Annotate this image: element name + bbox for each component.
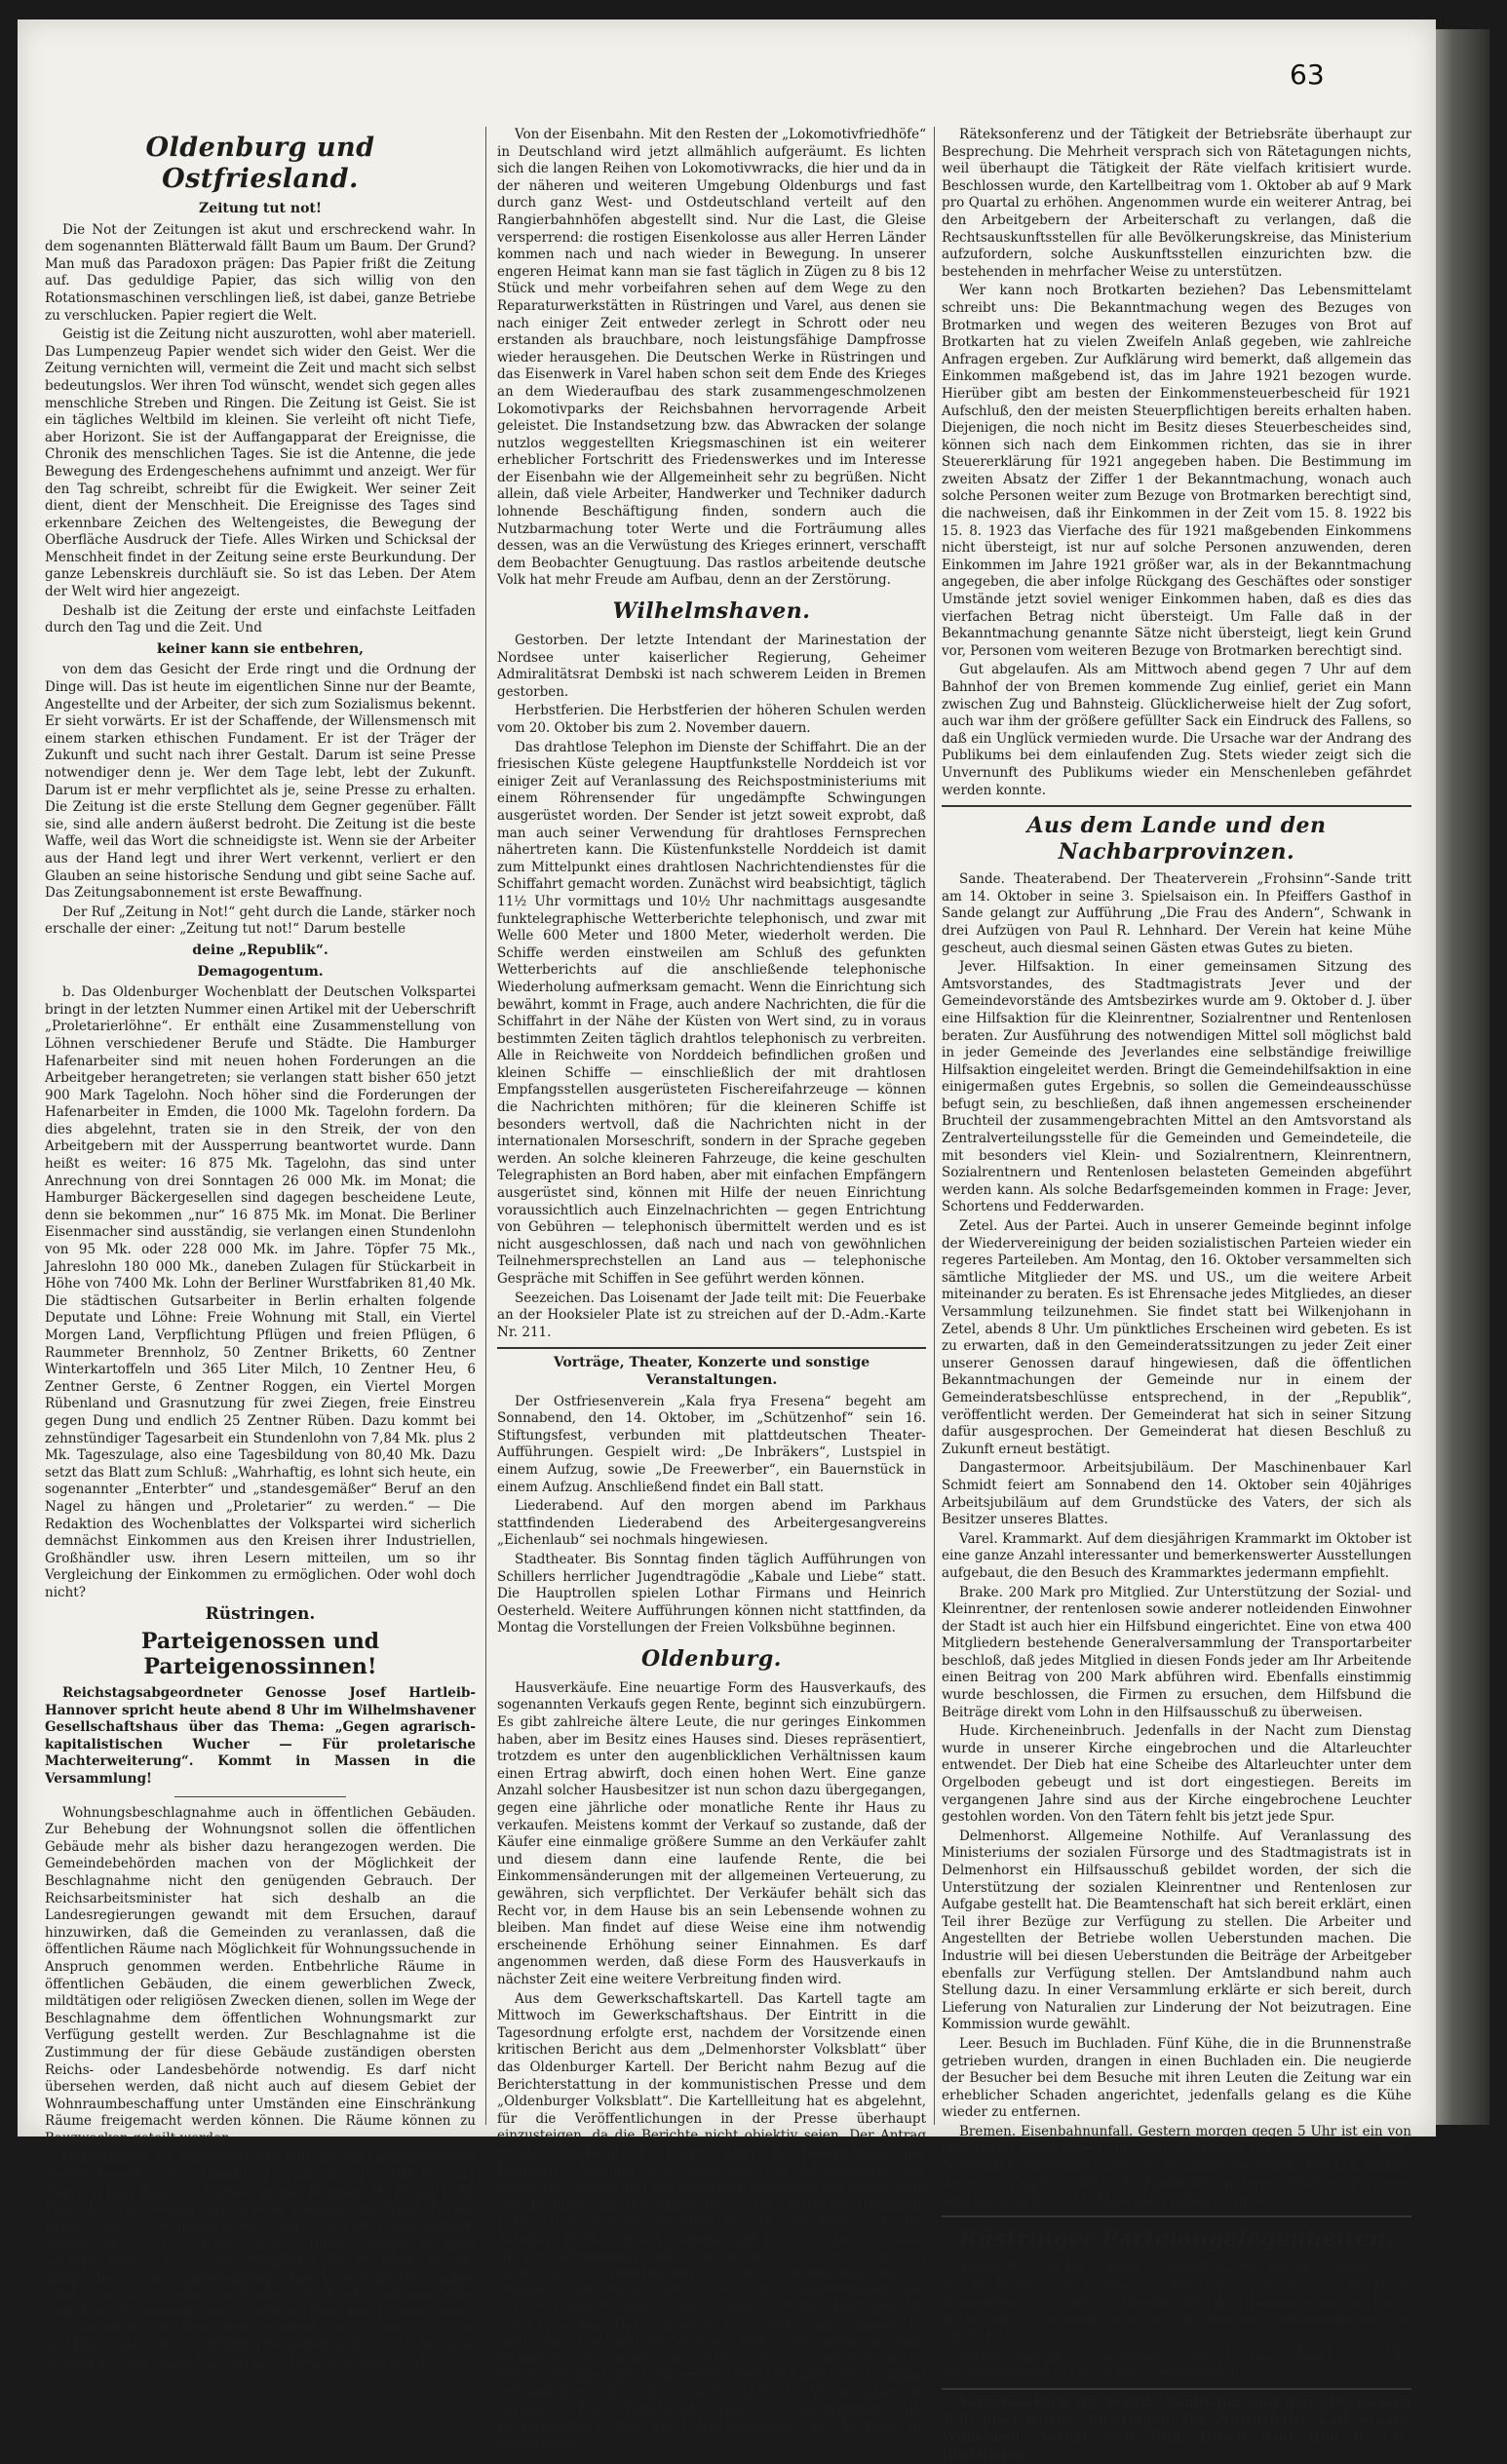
paragraph: Deshalb ist die Zeitung der erste und einfachste Leitfaden durch den Tag und die Zeit. Und [45, 602, 476, 636]
subheading: deine „Republik“. [192, 942, 328, 958]
section-title-events: Vorträge, Theater, Konzerte und sonstige Veranstaltungen. [553, 1355, 870, 1388]
book-binding [1436, 29, 1489, 2125]
paragraph: Gestorben. Der letzte Intendant der Marinestation der Nordsee unter kaiserlicher Regierung, Geheimer Admiralitätsrat Dembski ist nach schwerem Leiden in Bremen gestorben. [497, 633, 926, 700]
subheading: keiner kann sie entbehren, [156, 640, 364, 657]
paragraph: Brake. 200 Mark pro Mitglied. Zur Unterstützung der Sozial- und Kleinrentner, der rentenlosen sowie anderer notleidenden Einwohner der Stadt ist auch hier ein Hilfsbund eingerichtet. Eine von etwa 400 Mitgliedern bestehende Generalversammlung der Transportarbeiter beschloß, daß jedes Mitglied in diesen Fonds jeder am Ihr Arbeitende einen Beitrag von 200 Mark abführen wird. Ebenfalls einstimmig wurde beschlossen, die Firmen zu ersuchen, dem Hilfsbund die Beiträge direkt vom Lohn in den Hilfsausschuß zu überweisen. [942, 1584, 1411, 1720]
paragraph: Aus dem Gewerkschaftskartell. Das Kartell tagte am Mittwoch im Gewerkschaftshaus. Der Eintritt in die Tagesordnung erfolgte erst, nachdem der Vorsitzende einen kritischen Bericht aus dem „Delmenhorster Volksblatt“ über das Oldenburger Kartell. Der Bericht nahm Bezug auf die Berichterstattung in der kommunistischen Presse und dem „Oldenburger Volksblatt“. Die Kartellleitung hat es abgelehnt, für die Veröffentlichungen in der Presse überhaupt einzusteigen, da die Berichte nicht objektiv seien. Der Antrag wurde abgelehnt. Es folgte dann die Bekanntgabe der Eingänge, darunter das Schreiben des Ministeriums der sozialen Fürsorge und das Schreiben betreffend die Gewährung von Beihilfen an die Arbeitslosen. Die Vertreter Heilmann, Peters und Graeger sprachen für die Beteiligung an den Arbeiten, Müller sprach dagegen und forderte, daß der Staat für die Arbeitslosen mehr tun müsse. Es wurde ein Antrag Peters mit der Begründung, daß die Arbeiterkreise bei der jetzigen Teuerung die größte Not litten, angenommen. Die Vertreter sollten dahin wirken, daß die Unterstützungssätze erhöht würden. Der Antrag Peters wurde angenommen. Es folgte dann die Wahl der Vertreter zum Schlichtungsausschuß. Es wurde beschlossen, daß die Frage der Berichterstattung in der Presse über die Lohnbewegungen im Kartell noch einmal verhandelt werden soll. Man beschloß, die Versammlung zu vertagen. Der Vorsitzende hat es übernommen, die Richterstattung über die Lohnbewegungen der Betriebsräte abzuwarten. [497, 1990, 926, 2452]
paragraph: Die Not der Zeitungen ist akut und erschreckend wahr. In dem sogenannten Blätterwald fällt Baum um Baum. Der Grund? Man muß das Paradoxon prägen: Das Papier frißt die Zeitung auf. Das geduldige Papier, das sich willig von den Rotationsmaschinen verschlingen ließ, ist dabei, ganze Betriebe zu verschlucken. Papier regiert die Welt. [45, 221, 476, 324]
paragraph: von dem das Gesicht der Erde ringt und die Ordnung der Dinge will. Das ist heute im eigentlichen Sinne nur der Beamte, Angestellte und der Arbeiter, der sich zum Sozialismus bekennt. Er sieht vorwärts. Er ist der Schaffende, der Willensmensch mit einem starken ethischen Fundament. Er ist der Träger der Zukunft und sucht nach ihrer Gestalt. Darum ist seine Presse notwendiger denn je. Wer dem Tage lebt, lebt der Zukunft. Darum ist er mehr verpflichtet als je, seine Presse zu erhalten. Die Zeitung ist die erste Stellung dem Gegner gegenüber. Fällt sie, sind alle andern äußerst bedroht. Die Zeitung ist die beste Waffe, weil das Wort die schneidigste ist. Wenn sie der Arbeiter aus der Hand legt und ihrer Wert verkennt, verliert er den Glauben an seine historische Sendung und gibt seine Sache auf. Das Zeitungsabonnement ist erste Bewaffnung. [45, 662, 476, 902]
paragraph: Delmenhorst. Allgemeine Nothilfe. Auf Veranlassung des Ministeriums der sozialen Fürsorge und des Stadtmagistrats ist in Delmenhorst ein Hilfsausschuß gebildet worden, der sich die Unterstützung der sozialen Kleinrentner und Rentenlosen zur Aufgabe gestellt hat. Die Beamtenschaft hat sich bereit erklärt, einen Teil ihrer Bezüge zur Verfügung zu stellen. Die Arbeiter und Angestellten der Betriebe wollen Ueberstunden machen. Die Industrie will bei diesen Ueberstunden die Beiträge der Arbeitgeber ebenfalls zur Verfügung stellen. Der Amtslandbund nahm auch Stellung dazu. In einer Versammlung erklärte er sich bereit, durch Lieferung von Naturalien zur Linderung der Not beizutragen. Eine Kommission wurde gewählt. [942, 1828, 1411, 2033]
paragraph: Das drahtlose Telephon im Dienste der Schiffahrt. Die an der friesischen Küste gelegene Hauptfunkstelle Norddeich ist vor einiger Zeit auf Veranlassung des Reichspostministeriums mit einem Röhrensender für ungedämpfte Schwingungen ausgerüstet worden. Der Sender ist jetzt soweit exprobt, daß man auch seiner Verwendung für drahtloses Fernsprechen nähertreten kann. Die Küstenfunkstelle Norddeich ist damit zum Mittelpunkt eines drahtlosen Nachrichtendienstes für die Schiffahrt gemacht worden. Zunächst wird beabsichtigt, täglich 11½ Uhr vormittags und 10½ Uhr nachmittags ausgesandte funktelegraphische Wetterberichte telephonisch, und zwar mit Welle 600 Meter und 1800 Meter, wiederholt werden. Die Schiffe werden einstweilen am Schluß des gefunkten Wetterberichts auf die anschließende telephonische Wiederholung aufmerksam gemacht. Wenn die Einrichtung sich bewährt, kommt in Frage, auch andere Nachrichten, die für die Schiffahrt in der Nähe der Küsten von Wert sind, zu in voraus bestimmten Zeiten täglich drahtlos telephonisch zu verbreiten. Alle in Reichweite von Norddeich befindlichen großen und kleinen Schiffe — einschließlich der mit drahtlosen Empfangsstellen ausgerüsteten Fischereifahrzeuge — können die Nachrichten mithören; für die kleineren Schiffe ist besonders wertvoll, daß die Nachrichten nicht in der internationalen Morseschrift, sondern in der Sprache gegeben werden. An solche kleineren Fahrzeuge, die keine geschulten Telegraphisten an Bord haben, aber mit einfachen Empfängern ausgerüstet sind, können mit Hilfe der neuen Einrichtung voraussichtlich auch Einzelnachrichten — gegen Entrichtung von Gebühren — telephonisch übermittelt werden und es ist nicht ausgeschlossen, daß nach und nach von gewöhnlichen Teilnehmersprechstellen an Land aus — telephonische Gespräche mit Schiffen in See geführt werden können. [497, 739, 926, 1287]
divider [174, 1796, 347, 1797]
paragraph: Wohnungsbeschlagnahme auch in öffentlichen Gebäuden. Zur Behebung der Wohnungsnot sollen die öffentlichen Gebäude mehr als bisher dazu herangezogen werden. Die Gemeindebehörden machen von der Möglichkeit der Beschlagnahme nicht den genügenden Gebrauch. Der Reichsarbeitsminister hat sich deshalb an die Landesregierungen gewandt mit dem Ersuchen, darauf hinzuwirken, daß die Gemeinden zu veranlassen, daß die öffentlichen Räume nach Möglichkeit für Wohnungssuchende in Anspruch genommen werden. Entbehrliche Räume in öffentlichen Gebäuden, die einem gewerblichen Zweck, mildtätigen oder religiösen Zwecken dienen, sollen im Wege der Beschlagnahme dem öffentlichen Wohnungsmarkt zur Verfügung gestellt werden. Zur Beschlagnahme ist die Zustimmung der für diese Gebäude zuständigen obersten Reichs- oder Landesbehörde notwendig. Es darf nicht übersehen werden, daß nicht auch auf diesem Gebiet der Wohnraumbeschaffung unter Umständen eine Einschränkung Räume freigemacht werden können. Die Räume können zu Bauzwecken geteilt werden. [45, 1804, 476, 2146]
paragraph: Stadtheater. Bis Sonntag finden täglich Aufführungen von Schillers herrlicher Jugendtragödie „Kabale und Liebe“ statt. Die Hauptrollen spielen Lothar Firmans und Heinrich Oesterheld. Weitere Aufführungen können nicht stattfinden, da Montag die Vorstellungen der Freien Volksbühne beginnen. [497, 1551, 926, 1636]
paragraph: Varel. Krammarkt. Auf dem diesjährigen Krammarkt im Oktober ist eine ganze Anzahl interessanter und bemerkenswerter Ausstellungen aufgebaut, die den Besuch des Krammarktes jedermann empfiehlt. [942, 1530, 1411, 1581]
paragraph: Dangastermoor. Arbeitsjubiläum. Der Maschinenbauer Karl Schmidt feiert am Sonnabend den 14. Oktober sein 40jähriges Arbeitsjubiläum auf dem Grundstücke des Vaters, der sich als Besitzer unseres Blattes. [942, 1460, 1411, 1528]
column-2 [497, 127, 926, 2452]
paragraph: Liederabend. Auf den morgen abend im Parkhaus stattfindenden Liederabend des Arbeitergesangvereins „Eichenlaub“ sei nochmals hingewiesen. [497, 1498, 926, 1549]
column-1 [45, 127, 476, 2371]
paragraph: Jever. Hilfsaktion. In einer gemeinsamen Sitzung des Amtsvorstandes, des Stadtmagistrats Jever und der Gemeindevorstände des Amtsbezirkes wurde am 9. Oktober d. J. über eine Hilfsaktion für die Kleinrentner, Sozialrentner und Rentenlosen beraten. Zur Ausführung des notwendigen Mittel soll möglichst bald in jeder Gemeinde des Jeverlandes eine selbständige freiwillige Hilfsaktion eingeleitet werden. Bringt die Gemeindehilfsaktion in eine einigermaßen gutes Ergebnis, so sollen die Gemeindeausschüsse befugt sein, zu beschließen, daß ihnen angemessen erscheinender Bruchteil der zusammengebrachten Mittel an den Amtsvorstand als Zentralverteilungsstelle für die Gemeinden und Gemeindeteile, die mit besonders viel Klein- und Sozialrentnern, Kleinrentnern, Sozialrentnern und Rentenlosen belasteten Gemeinden abgeführt werden kann. Als solche Bedarfsgemeinden kommen in Frage: Jever, Schortens und Fedderwarden. [942, 959, 1411, 1215]
announcement: Reichstagsabgeordneter Genosse Josef Hartleib-Hannover spricht heute abend 8 Uhr im Wilhelmshavener Gesellschaftshaus über das Thema: „Gegen agrarisch-kapitalistischen Wucher — Für proletarische Machterweiterung“. Kommt in Massen in die Versammlung! [45, 1685, 476, 1788]
paragraph: Herbstferien. Die Herbstferien der höheren Schulen werden vom 20. Oktober bis zum 2. November dauern. [497, 703, 926, 736]
paragraph: Geistig ist die Zeitung nicht auszurotten, wohl aber materiell. Das Lumpenzeug Papier wendet sich wider den Geist. Wer die Zeitung vernichten will, vermeint die Zeit und macht sich selbst bedeutungslos. Wer ihren Tod wünscht, wendet sich gegen alles menschliche Streben und Ringen. Die Zeitung ist Geist. Sie ist ein tägliches Weltbild im kleinen. Sie verleiht oft nicht Tiefe, aber Horizont. Sie ist der Auffangapparat der Ereignisse, die Chronik des menschlichen Tages. Sie ist die Antenne, die jede Bewegung des Erdengeschehens aufnimmt und anzeigt. Wer für den Tag schreibt, schreibt für die Ewigkeit. Wer seiner Zeit dient, dient der Menschheit. Die Ereignisse des Tages sind erkennbare Zeichen des Weltengeistes, die Bewegung der Oberfläche Ausdruck der Tiefe. Alles Wirken und Schicksal der Menschheit findet in der Zeitung seine erste Beurkundung. Der ganze Lebenskreis durchläuft sie. So ist das Leben. Der Atem der Welt wird hier angezeigt. [45, 327, 476, 600]
section-title-ruestringen: Rüstringen. [205, 1603, 316, 1624]
paragraph: Hude. Kircheneinbruch. Jedenfalls in der Nacht zum Dienstag wurde in unserer Kirche eingebrochen und die Altarleuchter entwendet. Der Dieb hat eine Scheibe des Altarleuchter unter dem Orgelboden gebeugt und ist dort eingestiegen. Bereits im vergangenen Jahre sind aus der Kirche eingebrochene Leuchter gestohlen worden. Von den Tätern fehlt bis jetzt jede Spur. [942, 1723, 1411, 1826]
divider [942, 805, 1411, 807]
section-title-oldenburg-local: Oldenburg. [641, 1645, 782, 1672]
imprint: Verantwortlich für Politik, Feuilleton und den allgemeinen Teil: Josef Kliche, Rüstringen; für Provinzielles Karl Schatz, Wilhelmsh. Verlag Paul Hug, Druck Paul Hug u. Co., Rüstringen. [942, 2396, 1411, 2463]
paragraph: b. Das Oldenburger Wochenblatt der Deutschen Volkspartei bringt in der letzten Nummer einen Artikel mit der Ueberschrift „Proletarierlöhne“. Er enthält eine Zusammenstellung von Löhnen verschiedener Berufe und Städte. Die Hamburger Hafenarbeiter sind mit neuen hohen Forderungen an die Arbeitgeber herangetreten; sie verlangen statt bisher 650 jetzt 900 Mark Tagelohn. Noch höher sind die Forderungen der Hafenarbeiter in Emden, die 1000 Mk. Tagelohn fordern. Da dies abgelehnt, traten sie in den Streik, der von den Arbeitgebern mit der Aussperrung beantwortet wurde. Dann heißt es weiter: 16 875 Mk. Tagelohn, das sind unter Anrechnung von drei Sonntagen 26 000 Mk. im Monat; die Hamburger Bäckergesellen sind dagegen bescheidene Leute, denn sie bekommen „nur“ 16 875 Mk. im Monat. Die Berliner Eisenmacher sind ausständig, sie verlangen einen Stundenlohn von 95 Mk. oder 228 000 Mk. im Jahre. Töpfer 75 Mk., Jahreslohn 180 000 Mk., daneben Zulagen für Stückarbeit in Höhe von 7400 Mk. Lohn der Berliner Wurstfabriken 81,40 Mk. Die städtischen Gutsarbeiter in Berlin erhalten folgende Deputate und Löhne: Freie Wohnung mit Stall, ein Viertel Morgen Land, Verpflichtung Pflügen und freien Pflügen, 6 Raummeter Brennholz, 50 Zentner Briketts, 60 Zentner Winterkartoffeln und 365 Liter Milch, 10 Zentner Heu, 6 Zentner Gerste, 6 Zentner Roggen, ein Viertel Morgen Rübenland und Grasnutzung für zwei Ziegen, freie Einstreu gegen Dung und endlich 25 Zentner Rüben. Dazu kommt bei zehnstündiger Tagesarbeit ein Stundenlohn von 7,84 Mk. plus 2 Mk. Tageszulage, also eine Tagesbildung von 80,40 Mk. Dazu setzt das Blatt zum Schluß: „Wahrhaftig, es lohnt sich heute, ein sogenannter „Enterbter“ und „standesgemäßer“ Beruf an den Nagel zu hängen und „Proletarier“ zu werden.“ — Die Redaktion des Wochenblattes der Volkspartei wird sicherlich demnächst Einkommen aus den Kreisen ihrer Industriellen, Großhändler usw. ihren Lesern mitteilen, um so ihr Vergleichung der Einkommen zu ermöglichen. Oder wohl doch nicht? [45, 984, 476, 1600]
section-title-oldenburg: Oldenburg und Ostfriesland. [145, 133, 375, 194]
column-3 [942, 127, 1411, 2463]
paragraph: Gut abgelaufen. Als am Mittwoch abend gegen 7 Uhr auf dem Bahnhof der von Bremen kommende Zug einlief, geriet ein Mann zwischen Zug und Bahnsteig. Glücklicherweise hielt der Zug sofort, auch war ihm der größere gefüllter Sack ein Eindruck des Fallens, so daß ein Unglück vermieden wurde. Die Ursache war der Andrang des Publikums bei dem einlaufenden Zug. Stets wieder zeigt sich die Unvernunft des Publikums wieder ein Menschenleben gefährdet werden konnte. [942, 662, 1411, 798]
divider [497, 1347, 926, 1349]
paragraph: Gartenbauverein Rüstersiel. Die von diesem gemeinnützigen Verein beschlossene Sammlung ergab bis 10. Oktober: 21 Zentner Kartoffeln, 2 Zentner grüne Bohnen, 10 Pfund Kohl, Kohlrabi, rote Beeten und anderes Gemüse, 80 Pfund Zirnen, Grieß, Reis, Suppenbohnen und 1½-Pfund-Schwarzbrot, ausgestellt 1335 Mark Bar. Ihren Verpflichtungen nachgekommen sind 16 der Mitglieder, die Spenden sind bis dahin den Vereins zugekommen. Die Verteilung der Gaben erfolgt am 20. Oktober bei Knabenwirt Ruhl. Annahmestellen sind: Fritz Bielenberg und Joh. Mittag, Rüstersiel. Armenpflege. Die Verteilung an Bedürftige erfolgte nach Listen, die der Wohlfahrtsbehörde zur Prüfung vorgelegt wurden. 19 Familien können mit dem Lagerbestand noch berücksichtigt werden. [45, 2149, 476, 2371]
paragraph: Der Ruf „Zeitung in Not!“ geht durch die Lande, stärker noch erschalle der einer: „Zeitung tut not!“ Darum bestelle [45, 904, 476, 938]
divider [942, 2215, 1411, 2217]
paragraph: Zetel. Aus der Partei. Auch in unserer Gemeinde beginnt infolge der Wiedervereinigung der beiden sozialistischen Parteien wieder ein regeres Parteileben. Am Montag, den 16. Oktober versammelten sich sämtliche Mitglieder der MS. und US., um die weitere Arbeit miteinander zu beraten. Es ist Ehrensache jedes Mitgliedes, an dieser Versammlung teilzunehmen. Sie findet statt bei Wilkenjohann in Zetel, abends 8 Uhr. Um pünktliches Erscheinen wird gebeten. Es ist zu erwarten, daß in den Gemeinderatssitzungen zu jeder Zeit einer unserer Genossen darauf hingewiesen, daß die öffentlichen Bekanntmachungen der Gemeinde nur in einem der Gemeinderatsbeschlüsse entsprechend, in der „Republik“, veröffentlicht werden. Der Gemeinderat hat sich in seiner Sitzung dafür ausgesprochen. Der Gemeinderat hat diesen Beschluß zu Zukunft erneut bestätigt. [942, 1218, 1411, 1457]
paragraph: Leer. Besuch im Buchladen. Fünf Kühe, die in die Brunnenstraße getrieben wurden, drangen in einen Buchladen ein. Die neugierde der Besucher bei dem Besuche mit ihren Leuten die Zeitung war ein erheblicher Schaden angerichtet, jedenfalls gelang es die Kühe wieder zu entfernen. [942, 2035, 1411, 2121]
column-divider [485, 127, 486, 2125]
paragraph: Wer kann noch Brotkarten beziehen? Das Lebensmittelamt schreibt uns: Die Bekanntmachung wegen des Bezuges von Brotmarken und wegen des weiteren Bezuges von Brot auf Brotkarten hat zu vielen Zweifeln Anlaß gegeben, wie zahlreiche Anfragen ergeben. Zur Aufklärung wird bemerkt, daß allgemein das Einkommen maßgebend ist, das im Jahre 1921 bezogen wurde. Hierüber gibt am besten der Einkommensteuerbescheid für 1921 Aufschluß, den der meisten Steuerpflichtigen bereits erhalten haben. Diejenigen, die noch nicht im Besitz dieses Steuerbescheides sind, können sich nach dem Einkommen richten, das sie in ihrer Steuererklärung für 1921 angegeben haben. Die Bestimmung im zweiten Absatz der Ziffer 1 der Bekanntmachung, wonach auch solche Personen weiter zum Bezuge von Brotmarken berechtigt sind, die nachweisen, daß ihr Einkommen in der Zeit vom 15. 8. 1922 bis 15. 8. 1923 das Vierfache des für 1921 maßgebenden Einkommens nicht übersteigt, ist nur auf solche Personen anzuwenden, deren Einkommen im Jahre 1921 größer war, als in der Bekanntmachung angegeben, die aber infolge Rückgang des Geschäftes oder sonstiger Umstände jetzt soviel weniger Einkommen haben, daß es dies das vierfachen Betrag nicht übersteigt. Um Falle daß in der Bekanntmachung genannte Sätze nicht übersteigt, liegt kein Grund vor, Personen vom weiteren Bezuge von Brotmarken berechtigt sind. [942, 283, 1411, 659]
newspaper-page [18, 19, 1436, 2463]
section-title-party-affairs: Rüstringer Parteiangelegenheiten. [959, 2225, 1394, 2252]
section-title-provinces: Aus dem Lande und den Nachbarprovinzen. [1026, 813, 1327, 866]
paragraph: Hausverkäufe. Eine neuartige Form des Hausverkaufs, des sogenannten Verkaufs gegen Rente, beginnt sich einzubürgern. Es gibt zahlreiche ältere Leute, die nur geringes Einkommen haben, aber im Besitz eines Hauses sind. Dieses repräsentiert, trotzdem es unter den augenblicklichen Verhältnissen kaum einen Ertrag abwirft, doch einen hohen Wert. Eine ganze Anzahl solcher Hausbesitzer ist nun schon dazu übergegangen, gegen eine jährliche oder monatliche Rente ihr Haus zu verkaufen. Meistens kommt der Verkauf so zustande, daß der Käufer eine einmalige größere Summe an den Verkäufer zahlt und diesem dann eine laufende Rente, die bei Einkommensänderungen mit der allgemeinen Verteuerung, zu gewähren, sich verpflichtet. Der Verkäufer behält sich das Recht vor, in dem Hause bis an sein Lebensende wohnen zu bleiben. Man findet auf diese Weise eine ihm notwendig erscheinende Erhöhung seiner Einnahmen. Es darf angenommen werden, daß diese Form des Hausverkaufs in nächster Zeit eine weitere Verbreitung finden wird. [497, 1679, 926, 1987]
section-title-wilhelmshaven: Wilhelmshaven. [612, 598, 811, 625]
paragraph: Arbeiterjugend Rüstringen - Wilhelmshaven. Alle Jugendgenossen, welche Karten zum Verkauf erhalten haben, müssen vor der Feier, mindestens ½ Stunde vor Beginn, mit dem Kassierer an der Kasse abrechnen. — Montag abend 8 Uhr: Bezirksführerversammlung im Partei-Büro. [942, 2259, 1411, 2345]
paragraph: Sande. Theaterabend. Der Theaterverein „Frohsinn“-Sande tritt am 14. Oktober in seine 3. Spielsaison ein. In Pfeiffers Gasthof in Sande gelangt zur Aufführung „Die Frau des Andern“, Schwank in drei Aufzügen von Paul R. Lehnhard. Der Verein hat keine Mühe gescheut, auch diesmal seinen Gästen etwas Gutes zu bieten. [942, 871, 1411, 956]
page-number: 63 [1290, 58, 1325, 91]
subheading: Zeitung tut not! [198, 201, 323, 216]
paragraph: Arbeiterjugend Neuengroden. Am Freitag abend 7½ Uhr Zusammenkunft in der Schule Neuengroden. [942, 2347, 1411, 2381]
paragraph: Der Ostfriesenverein „Kala frya Fresena“ begeht am Sonnabend, den 14. Oktober, im „Schützenhof“ sein 16. Stiftungsfest, verbunden mit plattdeutschen Theater-Aufführungen. Gespielt wird: „De Inbräkers“, Lustspiel in einem Aufzug, sowie „De Freewerber“, ein Bauernstück in einem Aufzug. Anschließend findet ein Ball statt. [497, 1393, 926, 1495]
banner-headline: Parteigenossen und Parteigenossinnen! [140, 1629, 380, 1680]
column-divider [934, 127, 935, 2125]
paragraph: Seezeichen. Das Loisenamt der Jade teilt mit: Die Feuerbake an der Hooksieler Plate ist zu streichen auf der D.-Adm.-Karte Nr. 211. [497, 1290, 926, 1340]
paragraph: Bremen. Eisenbahnunfall. Gestern morgen gegen 5 Uhr ist ein von Oldenburg kommender Güterzug in Bremen mit einem von Bremen-Neustadt kommenden Güterzug zusammengestoßen. Die Lokomotive des einen Zuges wurde in die Flanke des anderen gefahren. Personen sind nicht verletzt, der Materialschaden ist groß. [942, 2123, 1411, 2209]
paragraph: Räteksonferenz und der Tätigkeit der Betriebsräte überhaupt zur Besprechung. Die Mehrheit versprach sich von Rätetagungen nichts, weil überhaupt die Tätigkeit der Räte vielfach kritisiert wurde. Beschlossen wurde, den Kartellbeitrag vom 1. Oktober ab auf 9 Mark pro Quartal zu erhöhen. Angenommen wurde ein weiterer Antrag, bei den Arbeitgebern der Arbeiterschaft zu verlangen, daß die Rechtsauskunftsstellen für alle Bevölkerungskreise, das Ministerium aufzufordern, solche Auskunftsstellen einzurichten bzw. die bestehenden in mehrfacher Weise zu unterstützen. [942, 127, 1411, 280]
paragraph: Von der Eisenbahn. Mit den Resten der „Lokomotivfriedhöfe“ in Deutschland wird jetzt allmählich aufgeräumt. Es lichten sich die langen Reihen von Lokomotivwracks, die hier und da in der näheren und weiteren Umgebung Oldenburgs und fast durch ganz West- und Ostdeutschland verteilt auf den Rangierbahnhöfen abgestellt sind. Nur die Last, die Gleise versperrend: die rostigen Eisenkolosse aus aller Herren Länder kommen nach und nach wieder in Bewegung. In unserer engeren Heimat kann man sie fast täglich in Zügen zu 8 bis 12 Stück und mehr vorbeifahren sehen auf dem Wege zu den Reparaturwerkstätten in Rüstringen und Varel, aus denen sie nach einiger Zeit entweder zerlegt in Schrott oder neu erstanden als brauchbare, noch leistungsfähige Dampfrosse wieder herausgehen. Die Deutschen Werke in Rüstringen und das Eisenwerk in Varel haben schon seit dem Ende des Krieges an dem Wiederaufbau des stark zusammengeschmolzenen Lokomotivparks der Reichsbahnen hervorragende Arbeit geleistet. Die Instandsetzung bzw. das Abwracken der solange nutzlos weggestellten Kriegsmaschinen ist ein weiterer erheblicher Fortschritt des Friedenswerkes und im Interesse der Eisenbahn wie der Allgemeinheit sehr zu begrüßen. Nicht allein, daß viele Arbeiter, Handwerker und Techniker dadurch lohnende Beschäftigung finden, sondern auch die Nutzbarmachung toter Werte und die Forträumung alles dessen, was an die Verwüstung des Krieges erinnert, verschafft dem Beobachter Genugtuung. Das rastlos arbeitende deutsche Volk hat mehr Freude am Aufbau, denn an der Zerstörung. [497, 127, 926, 589]
divider [942, 2388, 1411, 2390]
subheading: Demagogentum. [197, 963, 324, 980]
